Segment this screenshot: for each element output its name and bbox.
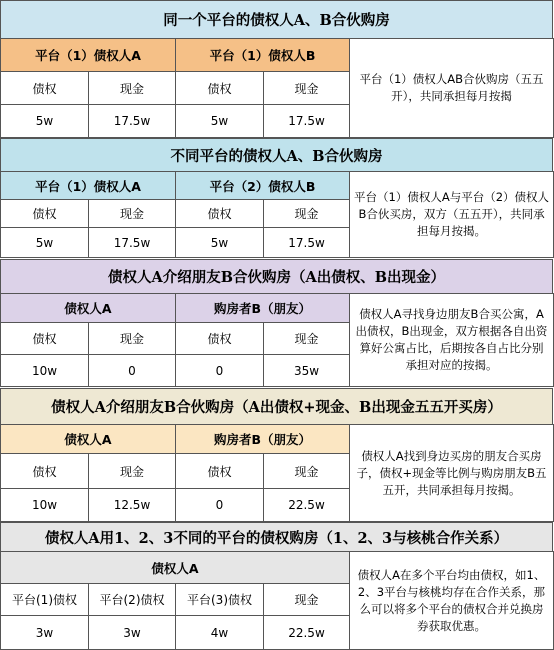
section-title: 不同平台的债权人A、B合伙购房 <box>0 138 553 172</box>
header-cell: 平台（1）债权人A <box>1 39 176 72</box>
value-cell: 0 <box>89 355 176 387</box>
value-cell: 17.5w <box>89 228 176 258</box>
subheader-cell: 平台(2)债权 <box>89 584 176 616</box>
value-cell: 3w <box>89 616 176 650</box>
value-cell: 22.5w <box>264 489 350 522</box>
description-note: 平台（1）债权人A与平台（2）债权人B合伙买房，双方（五五开），共同承担每月按揭。 <box>350 172 554 258</box>
header-row <box>1 552 554 584</box>
header-cell: 债权人A <box>1 425 176 454</box>
subheader-cell: 债权 <box>176 72 264 105</box>
subheader-cell: 现金 <box>264 584 350 616</box>
value-cell: 17.5w <box>264 105 350 138</box>
header-cell: 购房者B（朋友） <box>176 425 350 454</box>
subheader-cell: 现金 <box>89 200 176 228</box>
header-row <box>1 172 554 200</box>
subheader-cell: 债权 <box>1 454 89 489</box>
description-note: 债权人A寻找身边朋友B合买公寓，A出债权，B出现金，双方根据各自出资算好公寓占比，后期按各自占比分别承担对应的按揭。 <box>350 294 554 387</box>
section-title: 同一个平台的债权人A、B合伙购房 <box>0 0 553 39</box>
value-cell: 10w <box>1 489 89 522</box>
header-cell: 平台（1）债权人B <box>176 39 350 72</box>
value-cell: 5w <box>176 228 264 258</box>
section-table <box>0 171 554 258</box>
section-table <box>0 424 554 522</box>
section-title: 债权人A用1、2、3不同的平台的债权购房（1、2、3与核桃合作关系） <box>0 522 553 552</box>
subheader-cell: 平台(1)债权 <box>1 584 89 616</box>
header-row <box>1 39 554 72</box>
value-cell: 4w <box>176 616 264 650</box>
value-cell: 10w <box>1 355 89 387</box>
subheader-cell: 现金 <box>264 72 350 105</box>
subheader-cell: 现金 <box>264 200 350 228</box>
subheader-cell: 债权 <box>176 454 264 489</box>
value-cell: 22.5w <box>264 616 350 650</box>
subheader-cell: 债权 <box>176 200 264 228</box>
header-cell: 债权人A <box>1 552 350 584</box>
header-row <box>1 294 554 323</box>
value-cell: 5w <box>1 105 89 138</box>
header-cell: 购房者B（朋友） <box>176 294 350 323</box>
value-cell: 5w <box>176 105 264 138</box>
header-cell: 债权人A <box>1 294 176 323</box>
subheader-cell: 平台(3)债权 <box>176 584 264 616</box>
description-note: 债权人A在多个平台均由债权，如1、2、3平台与核桃均存在合作关系，那么可以将多个平台的债权合并兑换房券获取优惠。 <box>350 552 554 650</box>
value-cell: 0 <box>176 355 264 387</box>
section-table <box>0 38 554 138</box>
header-cell: 平台（1）债权人A <box>1 172 176 200</box>
value-cell: 12.5w <box>89 489 176 522</box>
subheader-cell: 债权 <box>1 323 89 355</box>
value-cell: 17.5w <box>89 105 176 138</box>
subheader-cell: 现金 <box>264 454 350 489</box>
section-title: 债权人A介绍朋友B合伙购房（A出债权、B出现金） <box>0 259 553 294</box>
subheader-cell: 现金 <box>89 323 176 355</box>
subheader-cell: 现金 <box>89 454 176 489</box>
section-title: 债权人A介绍朋友B合伙购房（A出债权+现金、B出现金五五开买房） <box>0 388 553 425</box>
subheader-cell: 现金 <box>264 323 350 355</box>
section-table <box>0 293 554 387</box>
value-cell: 35w <box>264 355 350 387</box>
description-note: 平台（1）债权人AB合伙购房（五五开），共同承担每月按揭 <box>350 39 554 138</box>
value-cell: 17.5w <box>264 228 350 258</box>
subheader-cell: 债权 <box>176 323 264 355</box>
header-cell: 平台（2）债权人B <box>176 172 350 200</box>
value-cell: 0 <box>176 489 264 522</box>
value-cell: 5w <box>1 228 89 258</box>
section-table <box>0 551 554 650</box>
subheader-cell: 债权 <box>1 200 89 228</box>
subheader-cell: 现金 <box>89 72 176 105</box>
value-cell: 3w <box>1 616 89 650</box>
description-note: 债权人A找到身边买房的朋友合买房子，债权+现金等比例与购房朋友B五五开，共同承担每月按揭。 <box>350 425 554 522</box>
header-row <box>1 425 554 454</box>
subheader-cell: 债权 <box>1 72 89 105</box>
